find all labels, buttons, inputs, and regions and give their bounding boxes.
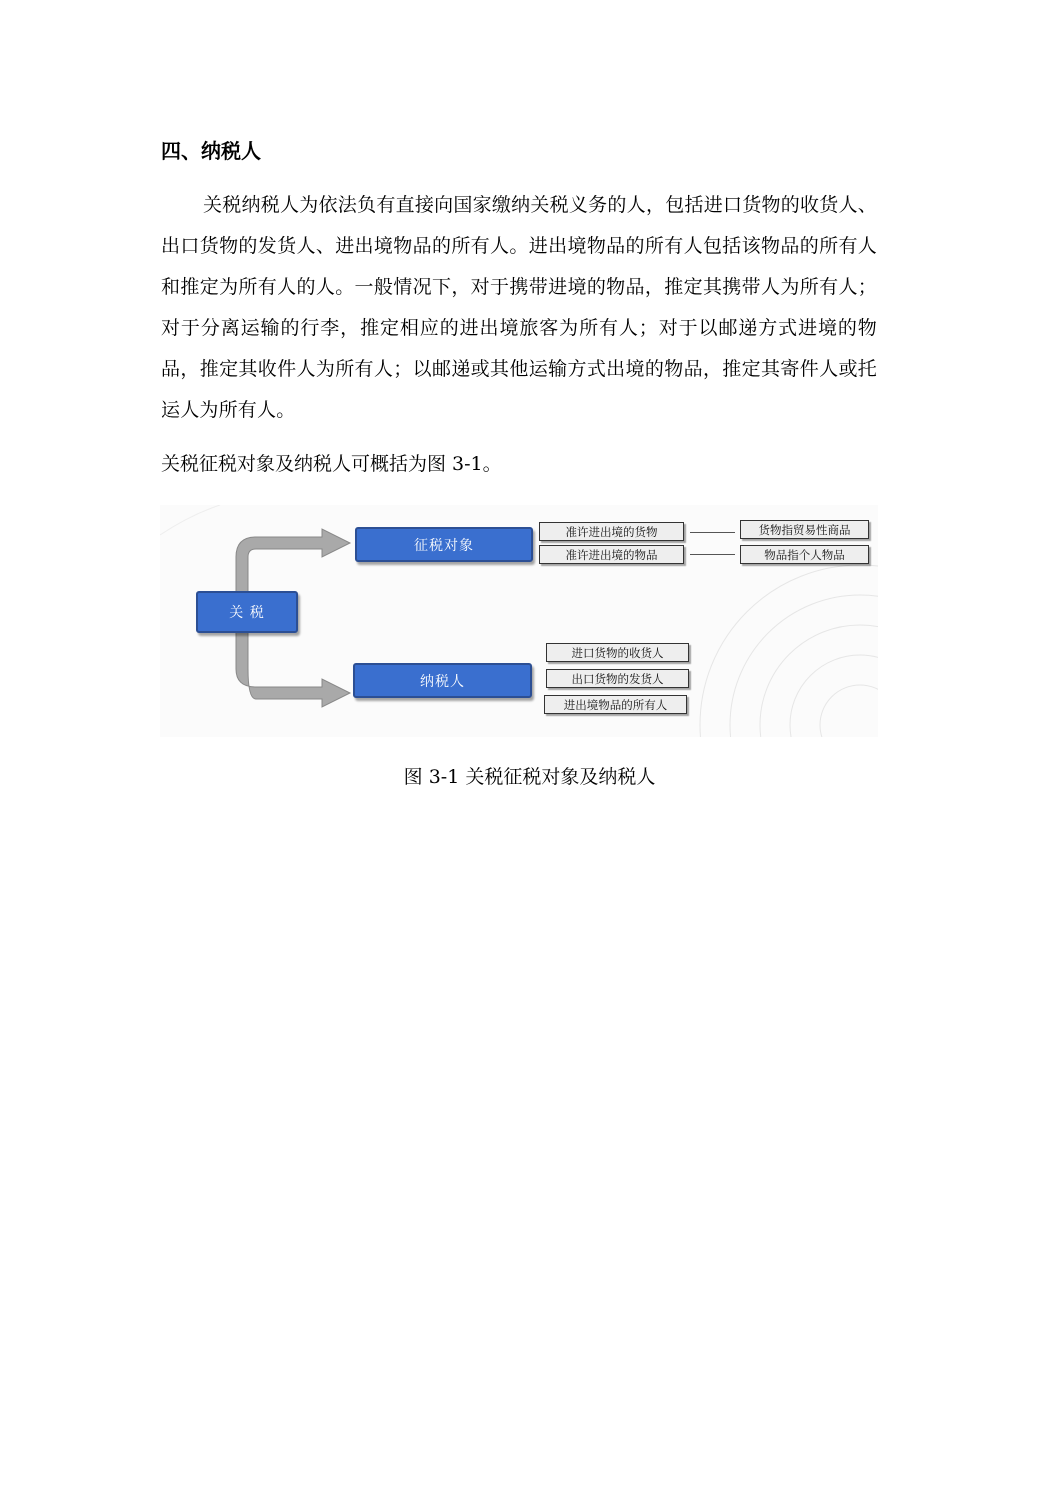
- object-item-articles: 准许进出境的物品: [539, 545, 684, 564]
- figure-caption: 图 3-1 关税征税对象及纳税人: [403, 766, 656, 788]
- body-paragraph: 关税纳税人为依法负有直接向国家缴纳关税义务的人，包括进口货物的收货人、出口货物的发货人、进出境物品的所有人。进出境物品的所有人包括该物品的所有人和推定为所有人的人。一般情况下，对于携带进境的物品，推定其携带人为所有人；对于分离运输的行李，推定相应的进出境旅客为所有人；对于以邮递方式进境的物品，推定其收件人为所有人；以邮递或其他运输方式出境的物品，推定其寄件人或托运人为所有人。: [161, 194, 877, 421]
- node-tax-object: 征税对象: [355, 527, 533, 562]
- object-item-goods: 准许进出境的货物: [539, 522, 684, 541]
- connector-goods: [690, 532, 735, 533]
- node-taxpayer: 纳税人: [353, 663, 532, 698]
- summary-line: 关税征税对象及纳税人可概括为图 3-1。: [161, 453, 502, 475]
- taxpayer-item-exporter: 出口货物的发货人: [546, 669, 689, 688]
- section-heading: 四、纳税人: [161, 139, 261, 163]
- taxpayer-item-importer: 进口货物的收货人: [546, 643, 689, 662]
- arrow-to-taxpayer: [236, 629, 350, 707]
- arrow-to-object: [236, 529, 350, 593]
- taxpayer-item-owner: 进出境物品的所有人: [544, 695, 687, 714]
- tariff-diagram: [160, 505, 878, 737]
- root-node-tariff: 关 税: [196, 591, 298, 633]
- object-note-articles: 物品指个人物品: [740, 545, 869, 564]
- object-note-goods: 货物指贸易性商品: [740, 520, 869, 539]
- connector-articles: [690, 554, 735, 555]
